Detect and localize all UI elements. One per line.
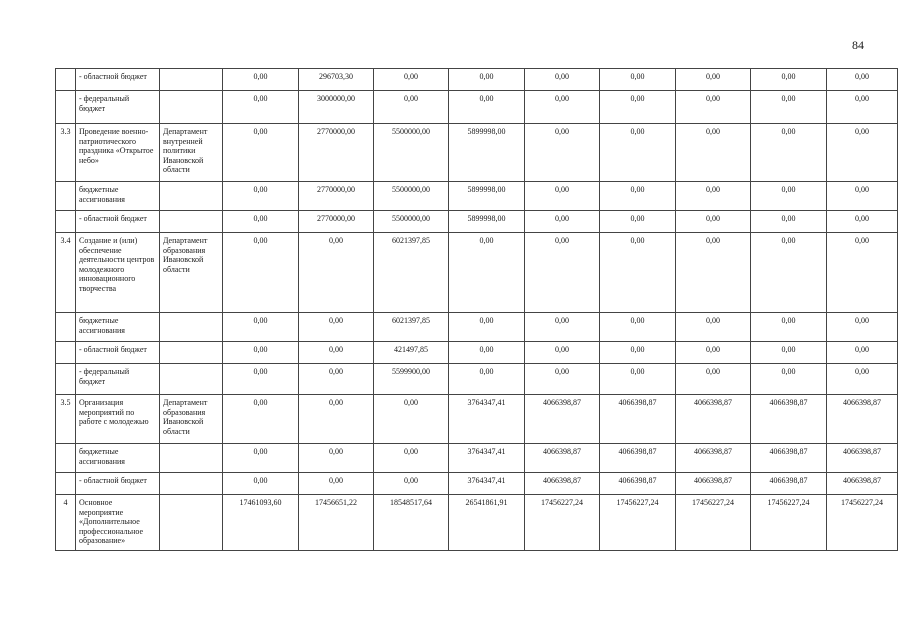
- value-cell: 0,00: [525, 313, 600, 342]
- value-cell: 0,00: [751, 364, 827, 395]
- value-cell: 0,00: [827, 364, 898, 395]
- table-row: [56, 495, 898, 551]
- value-cell: 17456651,22: [299, 495, 374, 551]
- table-row: [56, 233, 898, 313]
- value-cell: 6021397,85: [374, 313, 449, 342]
- value-cell: 4066398,87: [676, 444, 751, 473]
- value-cell: 5899998,00: [449, 124, 525, 182]
- value-cell: 0,00: [223, 342, 299, 364]
- value-cell: 0,00: [223, 182, 299, 211]
- value-cell: 0,00: [827, 182, 898, 211]
- row-department: [160, 91, 223, 124]
- value-cell: 5500000,00: [374, 124, 449, 182]
- value-cell: 0,00: [223, 124, 299, 182]
- value-cell: 0,00: [223, 233, 299, 313]
- value-cell: 0,00: [751, 313, 827, 342]
- value-cell: 0,00: [827, 91, 898, 124]
- value-cell: 4066398,87: [525, 444, 600, 473]
- value-cell: 2770000,00: [299, 182, 374, 211]
- row-index: 4: [56, 495, 76, 551]
- table-row: [56, 124, 898, 182]
- value-cell: 17456227,24: [751, 495, 827, 551]
- value-cell: 2770000,00: [299, 211, 374, 233]
- value-cell: 0,00: [374, 473, 449, 495]
- row-name: - федеральный бюджет: [76, 364, 160, 395]
- row-index: [56, 182, 76, 211]
- table-row: [56, 473, 898, 495]
- table-row: [56, 182, 898, 211]
- value-cell: 3764347,41: [449, 395, 525, 444]
- row-name: бюджетные ассигнования: [76, 444, 160, 473]
- value-cell: 0,00: [751, 69, 827, 91]
- value-cell: 0,00: [299, 395, 374, 444]
- value-cell: 0,00: [600, 233, 676, 313]
- row-index: [56, 473, 76, 495]
- row-department: Департамент образования Ивановской области: [160, 233, 223, 313]
- value-cell: 3764347,41: [449, 444, 525, 473]
- budget-table-body: [56, 69, 898, 551]
- value-cell: 0,00: [600, 342, 676, 364]
- value-cell: 296703,30: [299, 69, 374, 91]
- value-cell: 0,00: [223, 211, 299, 233]
- value-cell: 0,00: [676, 69, 751, 91]
- value-cell: 4066398,87: [751, 473, 827, 495]
- value-cell: 0,00: [449, 313, 525, 342]
- value-cell: 0,00: [525, 69, 600, 91]
- value-cell: 0,00: [449, 233, 525, 313]
- value-cell: 0,00: [676, 313, 751, 342]
- value-cell: 0,00: [827, 69, 898, 91]
- value-cell: 0,00: [449, 342, 525, 364]
- value-cell: 0,00: [223, 364, 299, 395]
- value-cell: 0,00: [525, 364, 600, 395]
- value-cell: 0,00: [525, 211, 600, 233]
- table-row: [56, 364, 898, 395]
- value-cell: 0,00: [525, 342, 600, 364]
- row-name: Создание и (или) обеспечение деятельности центров молодежного инновационного творчества: [76, 233, 160, 313]
- value-cell: 0,00: [299, 364, 374, 395]
- table-row: [56, 342, 898, 364]
- value-cell: 0,00: [600, 211, 676, 233]
- row-department: [160, 69, 223, 91]
- value-cell: 0,00: [600, 69, 676, 91]
- value-cell: 0,00: [751, 91, 827, 124]
- row-department: [160, 473, 223, 495]
- value-cell: 0,00: [676, 364, 751, 395]
- table-row: [56, 444, 898, 473]
- value-cell: 0,00: [374, 395, 449, 444]
- value-cell: 0,00: [676, 182, 751, 211]
- table-row: [56, 91, 898, 124]
- row-department: Департамент образования Ивановской области: [160, 395, 223, 444]
- value-cell: 0,00: [374, 69, 449, 91]
- value-cell: 0,00: [676, 233, 751, 313]
- row-index: 3.4: [56, 233, 76, 313]
- value-cell: 0,00: [525, 124, 600, 182]
- row-name: Проведение военно-патриотического праздника «Открытое небо»: [76, 124, 160, 182]
- value-cell: 0,00: [827, 342, 898, 364]
- value-cell: 4066398,87: [751, 395, 827, 444]
- value-cell: 0,00: [299, 233, 374, 313]
- value-cell: 0,00: [600, 313, 676, 342]
- value-cell: 0,00: [525, 182, 600, 211]
- value-cell: 4066398,87: [827, 395, 898, 444]
- value-cell: 0,00: [525, 233, 600, 313]
- row-index: 3.5: [56, 395, 76, 444]
- value-cell: 0,00: [827, 313, 898, 342]
- value-cell: 0,00: [600, 91, 676, 124]
- value-cell: 0,00: [751, 182, 827, 211]
- row-department: [160, 182, 223, 211]
- value-cell: 4066398,87: [525, 395, 600, 444]
- value-cell: 17456227,24: [676, 495, 751, 551]
- value-cell: 0,00: [600, 124, 676, 182]
- value-cell: 0,00: [751, 233, 827, 313]
- value-cell: 0,00: [374, 91, 449, 124]
- value-cell: 2770000,00: [299, 124, 374, 182]
- row-index: [56, 444, 76, 473]
- budget-table: [55, 68, 898, 551]
- value-cell: 0,00: [600, 364, 676, 395]
- row-department: Департамент внутренней политики Ивановской области: [160, 124, 223, 182]
- value-cell: 0,00: [223, 91, 299, 124]
- value-cell: 6021397,85: [374, 233, 449, 313]
- value-cell: 4066398,87: [600, 473, 676, 495]
- value-cell: 0,00: [676, 342, 751, 364]
- value-cell: 17456227,24: [525, 495, 600, 551]
- row-department: [160, 364, 223, 395]
- value-cell: 4066398,87: [600, 444, 676, 473]
- page-number: 84: [852, 38, 864, 52]
- row-name: бюджетные ассигнования: [76, 182, 160, 211]
- table-row: [56, 211, 898, 233]
- table-row: [56, 69, 898, 91]
- value-cell: 0,00: [751, 211, 827, 233]
- row-department: [160, 444, 223, 473]
- value-cell: 3000000,00: [299, 91, 374, 124]
- row-name: - областной бюджет: [76, 342, 160, 364]
- row-index: [56, 342, 76, 364]
- row-department: [160, 211, 223, 233]
- row-name: Основное мероприятие «Дополнительное профессиональное образование»: [76, 495, 160, 551]
- value-cell: 5500000,00: [374, 211, 449, 233]
- value-cell: 5500000,00: [374, 182, 449, 211]
- value-cell: 0,00: [676, 211, 751, 233]
- row-name: - федеральный бюджет: [76, 91, 160, 124]
- row-index: [56, 211, 76, 233]
- value-cell: 0,00: [299, 313, 374, 342]
- row-department: [160, 495, 223, 551]
- value-cell: 0,00: [223, 444, 299, 473]
- value-cell: 4066398,87: [600, 395, 676, 444]
- row-index: [56, 69, 76, 91]
- value-cell: 0,00: [525, 91, 600, 124]
- row-name: бюджетные ассигнования: [76, 313, 160, 342]
- value-cell: 0,00: [374, 444, 449, 473]
- value-cell: 17461093,60: [223, 495, 299, 551]
- value-cell: 0,00: [751, 124, 827, 182]
- row-index: [56, 91, 76, 124]
- value-cell: 17456227,24: [827, 495, 898, 551]
- value-cell: 4066398,87: [827, 473, 898, 495]
- value-cell: 4066398,87: [676, 395, 751, 444]
- value-cell: 5599900,00: [374, 364, 449, 395]
- row-name: - областной бюджет: [76, 69, 160, 91]
- value-cell: 4066398,87: [676, 473, 751, 495]
- row-index: 3.3: [56, 124, 76, 182]
- row-name: - областной бюджет: [76, 211, 160, 233]
- value-cell: 5899998,00: [449, 211, 525, 233]
- value-cell: 0,00: [223, 395, 299, 444]
- value-cell: 421497,85: [374, 342, 449, 364]
- row-index: [56, 313, 76, 342]
- value-cell: 0,00: [676, 124, 751, 182]
- row-name: Организация мероприятий по работе с молодежью: [76, 395, 160, 444]
- value-cell: 18548517,64: [374, 495, 449, 551]
- value-cell: 0,00: [299, 473, 374, 495]
- value-cell: 4066398,87: [525, 473, 600, 495]
- value-cell: 0,00: [449, 69, 525, 91]
- value-cell: 0,00: [449, 364, 525, 395]
- row-name: - областной бюджет: [76, 473, 160, 495]
- value-cell: 0,00: [827, 211, 898, 233]
- value-cell: 0,00: [676, 91, 751, 124]
- value-cell: 0,00: [751, 342, 827, 364]
- value-cell: 0,00: [223, 473, 299, 495]
- value-cell: 0,00: [827, 124, 898, 182]
- value-cell: 0,00: [299, 342, 374, 364]
- value-cell: 3764347,41: [449, 473, 525, 495]
- value-cell: 0,00: [827, 233, 898, 313]
- table-row: [56, 395, 898, 444]
- value-cell: 0,00: [600, 182, 676, 211]
- value-cell: 0,00: [223, 69, 299, 91]
- value-cell: 4066398,87: [751, 444, 827, 473]
- value-cell: 26541861,91: [449, 495, 525, 551]
- value-cell: 0,00: [449, 91, 525, 124]
- row-department: [160, 313, 223, 342]
- value-cell: 0,00: [299, 444, 374, 473]
- value-cell: 5899998,00: [449, 182, 525, 211]
- row-index: [56, 364, 76, 395]
- value-cell: 17456227,24: [600, 495, 676, 551]
- value-cell: 4066398,87: [827, 444, 898, 473]
- table-row: [56, 313, 898, 342]
- value-cell: 0,00: [223, 313, 299, 342]
- row-department: [160, 342, 223, 364]
